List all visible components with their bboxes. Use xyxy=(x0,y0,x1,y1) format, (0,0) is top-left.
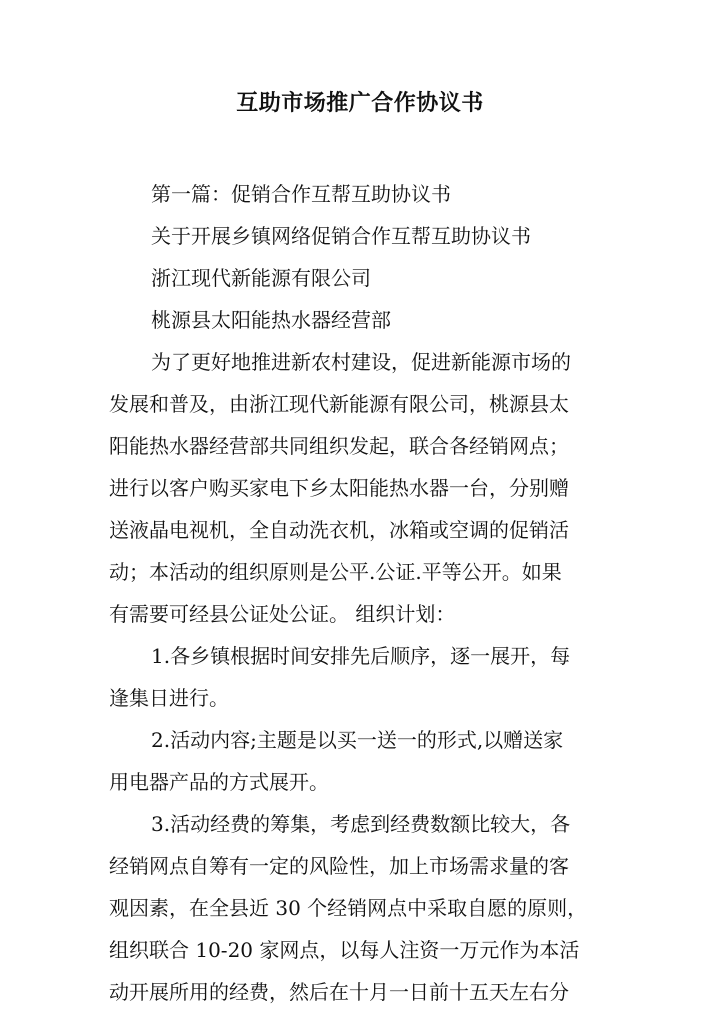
document-body xyxy=(109,173,613,1013)
text-line: 为了更好地推进新农村建设，促进新能源市场的 xyxy=(151,350,571,374)
text-line: 1.各乡镇根据时间安排先后顺序，逐一展开，每 xyxy=(151,644,571,668)
text-line: 动开展所用的经费，然后在十月一日前十五天左右分 xyxy=(109,980,569,1004)
text-line: 第一篇：促销合作互帮互助协议书 xyxy=(151,182,451,206)
text-line: 浙江现代新能源有限公司 xyxy=(151,266,371,290)
document-title: 互助市场推广合作协议书 xyxy=(236,91,484,116)
text-line: 2.活动内容;主题是以买一送一的形式,以赠送家 xyxy=(151,728,564,752)
text-line: 动；本活动的组织原则是公平.公证.平等公开。如果 xyxy=(109,560,562,584)
text-line: 关于开展乡镇网络促销合作互帮互助协议书 xyxy=(151,224,531,248)
text-line: 经销网点自筹有一定的风险性，加上市场需求量的客 xyxy=(109,854,569,878)
text-line: 用电器产品的方式展开。 xyxy=(109,770,329,794)
text-line: 有需要可经县公证处公证。 组织计划： xyxy=(109,602,456,626)
text-line: 阳能热水器经营部共同组织发起，联合各经销网点； xyxy=(109,434,569,458)
text-line: 桃源县太阳能热水器经营部 xyxy=(151,308,391,332)
text-line: 3.活动经费的筹集，考虑到经费数额比较大，各 xyxy=(151,812,571,836)
text-line: 发展和普及，由浙江现代新能源有限公司，桃源县太 xyxy=(109,392,569,416)
text-line: 观因素，在全县近 30 个经销网点中采取自愿的原则， xyxy=(109,896,588,920)
text-line: 进行以客户购买家电下乡太阳能热水器一台，分别赠 xyxy=(109,476,569,500)
text-line: 组织联合 10-20 家网点，以每人注资一万元作为本活 xyxy=(109,938,580,962)
text-line: 送液晶电视机，全自动洗衣机，冰箱或空调的促销活 xyxy=(109,518,569,542)
text-line: 逢集日进行。 xyxy=(109,686,229,710)
